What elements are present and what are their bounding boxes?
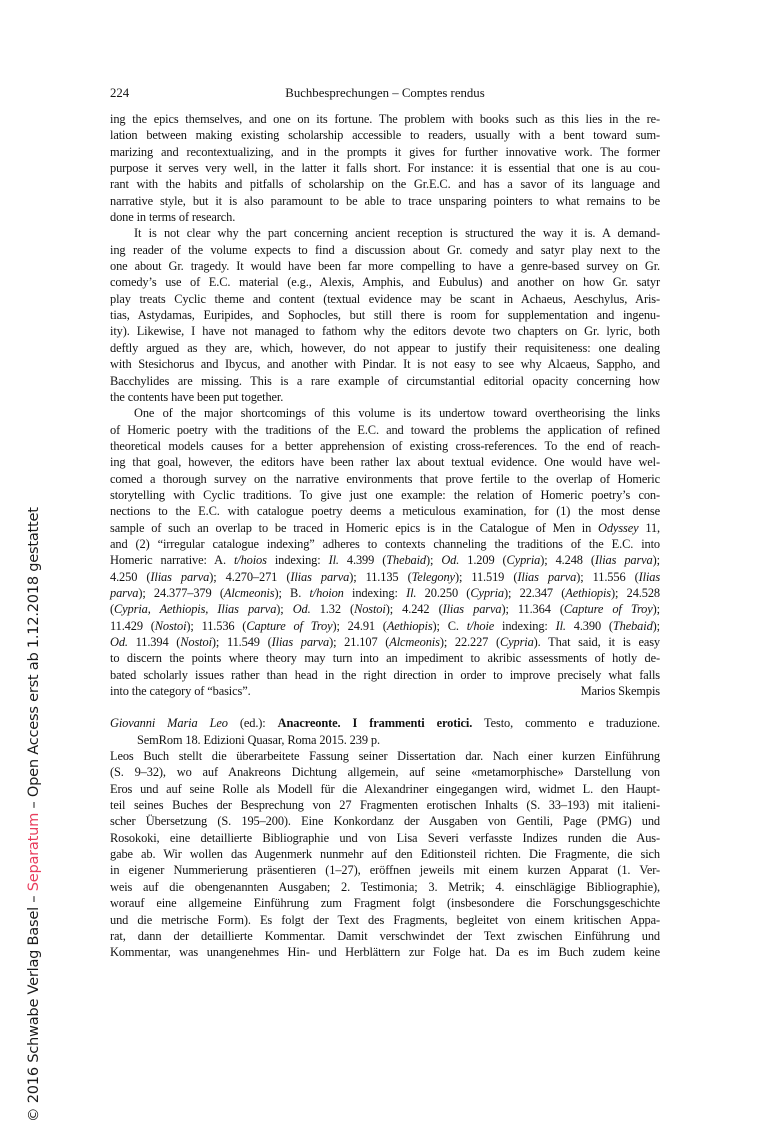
text-line: to discern the points where theory may turn into an impediment to akribic assessments of hotly de- bbox=[110, 651, 660, 666]
text-line: ing that goal, however, the editors have been rather lax about textual evidence. One would have wel- bbox=[110, 455, 660, 470]
text-line: comedy’s use of E.C. material (e.g., Alexis, Amphis, and Eubulus) and another on how Gr. satyr bbox=[110, 275, 660, 290]
text-line: weis auf die obengenannten Ausgaben; 2. Testimonia; 3. Metrik; 4. einschlägige Bibliographie), bbox=[110, 879, 660, 894]
text-segment: Il. bbox=[555, 618, 566, 633]
text-line: done in terms of research. bbox=[110, 210, 236, 225]
reviewer-signature: Marios Skempis bbox=[580, 684, 660, 699]
text-segment: Thebaid bbox=[612, 618, 653, 633]
text-line: tias, Astydamas, Euripides, and Sophocles, but still there is room for supplementation and ingenu- bbox=[110, 308, 660, 323]
text-body bbox=[110, 111, 660, 961]
text-segment: t/hoie bbox=[466, 618, 495, 633]
text-segment: Cypria bbox=[499, 635, 534, 649]
text-line: storytelling with Cyclic traditions. To give just one example: the relation of Homeric poetry’s con- bbox=[110, 487, 660, 502]
paragraph bbox=[110, 748, 660, 960]
running-head: Buchbesprechungen – Comptes rendus bbox=[285, 86, 485, 100]
text-line: rant with the habits and pitfalls of scholarship on the Gr.E.C. and has a savor of its language and bbox=[110, 177, 660, 192]
text-segment: Alcmeonis bbox=[223, 585, 275, 600]
text-line: deftly argued as they are, which, however, do not appear to justify their requisiteness: one dealing bbox=[110, 340, 660, 355]
text-segment: Telegony bbox=[411, 569, 455, 584]
text-line: comed a thorough survey on the narrative environments that prove fertile to the overlap of Homeric bbox=[110, 471, 660, 486]
text-segment: Cypria bbox=[506, 553, 541, 568]
text-line bbox=[110, 683, 660, 699]
text-line: Leos Buch stellt die überarbeitete Fassung seiner Dissertation dar. Nach einer kurzen Einführung bbox=[110, 749, 660, 764]
text-line: Bacchylides are missing. This is a rare example of circumstantial editorial opacity concerning how bbox=[110, 373, 660, 388]
text-segment: Ilias parva bbox=[150, 569, 210, 584]
text-line: scher Übersetzung (S. 195–200). Eine Konkordanz der Ausgaben von Gentili, Page (PMG) und bbox=[110, 814, 660, 829]
text-segment: Od. bbox=[292, 602, 311, 617]
separatum-label: Separatum bbox=[25, 812, 42, 892]
text-segment: Nostoi bbox=[180, 635, 212, 649]
paragraph bbox=[110, 405, 660, 699]
text-line: sample of such an overlap to be traced in Homeric epics is in the Catalogue of Men in Odyssey 11, bbox=[110, 520, 660, 535]
spine-copyright-strip bbox=[25, 507, 42, 1122]
text-line: parva); 24.377–379 (Alcmeonis); B. t/hoion indexing: Il. 20.250 (Cypria); 22.347 (Aethiopis); 24.528 bbox=[110, 585, 660, 600]
text-line: ing the epics themselves, and one on its fortune. The problem with books such as this lies in the re- bbox=[110, 112, 660, 126]
text-line: nections to the E.C. with catalogue poetry deems a meticulous examination, for (1) the most dense bbox=[110, 504, 660, 519]
text-line: purpose it serves very well, in the latter it falls short. For instance: it is essential that one is au cou- bbox=[110, 161, 660, 176]
text-line: Rosokoki, eine detaillierte Bibliographie und von Lisa Severi verfasste Indizes runden die Aus- bbox=[110, 830, 660, 845]
text-segment: Capture of Troy bbox=[246, 618, 333, 633]
text-segment: Capture of Troy bbox=[563, 602, 653, 617]
text-segment: Thebaid bbox=[386, 553, 426, 568]
text-segment: Ilias parva bbox=[290, 569, 350, 584]
text-segment: t/hoios bbox=[233, 553, 267, 568]
text-segment: parva bbox=[110, 585, 139, 600]
text-segment: Aethiopis bbox=[565, 585, 612, 600]
text-column bbox=[110, 86, 660, 961]
text-line: Kommentar, was unangenehmes Hin- und Herblättern zur Folge hat. Da es im Buch zudem keine bbox=[110, 945, 660, 960]
text-line: the contents have been put together. bbox=[110, 389, 284, 404]
text-line: It is not clear why the part concerning ancient reception is structured the way it is. A demand- bbox=[134, 226, 660, 241]
text-segment: Giovanni Maria Leo bbox=[110, 716, 228, 731]
text-segment: Il. bbox=[328, 553, 339, 568]
text-line: 4.250 (Ilias parva); 4.270–271 (Ilias parva); 11.135 (Telegony); 11.519 (Ilias parva); 11.556 (Ilias bbox=[110, 569, 661, 584]
text-segment: Il. bbox=[406, 585, 417, 600]
paragraph-end-text: into the category of “basics”. bbox=[110, 684, 251, 699]
open-access-text: – Open Access erst ab 1.12.2018 gestattet bbox=[25, 507, 42, 813]
text-segment: Ilias parva bbox=[517, 569, 577, 584]
text-line: and (2) “irregular catalogue indexing” adheres to contexts channeling the traditions of the E.C. into bbox=[110, 536, 660, 551]
text-line: lation between making existing scholarship accessible to readers, usually with a bent toward sum- bbox=[110, 128, 660, 143]
text-line: One of the major shortcomings of this volume is its undertow toward overtheorising the links bbox=[134, 406, 660, 421]
text-line: one about Gr. tragedy. It would have been far more compelling to have a genre-based survey on Gr. bbox=[110, 259, 660, 274]
text-line: ity). Likewise, I have not managed to fathom why the editors devote two chapters on Gr. lyric, both bbox=[110, 324, 660, 339]
page-header bbox=[110, 86, 660, 103]
text-segment: Ilias parva bbox=[271, 635, 330, 649]
text-line: gabe ab. Wir wollen das Augenmerk nunmehr auf den Editionsteil richten. Die Fragmente, die sich bbox=[110, 847, 660, 862]
text-line: bated scholarly issues rather than head in the right direction in order to improve precisely what falls bbox=[110, 667, 660, 682]
text-line: worauf eine allgemeine Einführung zum Fragment folgt (insbesondere die Forschungsgeschichte bbox=[110, 896, 660, 911]
paragraph bbox=[110, 225, 660, 405]
text-line: (Cypria, Aethiopis, Ilias parva); Od. 1.32 (Nostoi); 4.242 (Ilias parva); 11.364 (Capture of Troy); bbox=[110, 602, 660, 617]
text-segment: Cypria, Aethiopis, Ilias parva bbox=[114, 602, 277, 617]
text-line: with Stesichorus and Ibycus, and another with Pindar. It is not easy to see why Alcaeus, Sappho, and bbox=[110, 357, 660, 372]
text-line: SemRom 18. Edizioni Quasar, Roma 2015. 239 p. bbox=[137, 732, 380, 747]
text-line: teil seines Buches der Besprechung von 27 Fragmenten erotischen Inhalts (S. 33–193) mit italieni- bbox=[110, 798, 660, 813]
text-line: marizing and recontextualizing, and in the prompts it gives for further innovative work. The former bbox=[110, 144, 660, 159]
text-segment: Aethiopis bbox=[386, 618, 433, 633]
text-segment: Ilias parva bbox=[442, 602, 502, 617]
text-line: Homeric narrative: A. t/hoios indexing: Il. 4.399 (Thebaid); Od. 1.209 (Cypria); 4.248 (Ilias parva); bbox=[110, 553, 660, 568]
text-line: Eros und auf seine Rolle als Modell für die Alexandriner eingegangen wird, widmet L. den Haupt- bbox=[110, 781, 660, 796]
text-segment: Odyssey bbox=[598, 520, 639, 535]
page-number: 224 bbox=[110, 86, 130, 100]
text-segment: t/hoion bbox=[309, 585, 344, 600]
text-segment: Ilias parva bbox=[594, 553, 653, 568]
copyright-text: © 2016 Schwabe Verlag Basel – bbox=[25, 891, 42, 1122]
text-line: narrative style, but it is also paramount to be able to trace unsparing pointers to what remains to be bbox=[110, 193, 660, 208]
text-line: Od. 11.394 (Nostoi); 11.549 (Ilias parva); 21.107 (Alcmeonis); 22.227 (Cypria). That said, it is easy bbox=[110, 635, 660, 649]
text-segment: Nostoi bbox=[154, 618, 187, 633]
text-line: Giovanni Maria Leo (ed.): Anacreonte. I frammenti erotici. Testo, commento e traduzione. bbox=[110, 716, 660, 731]
text-segment: Alcmeonis bbox=[389, 635, 440, 649]
text-line: 11.429 (Nostoi); 11.536 (Capture of Troy); 24.91 (Aethiopis); C. t/hoie indexing: Il. 4.390 (Thebaid); bbox=[110, 618, 660, 633]
text-line: play treats Cyclic theme and content (textual evidence may be scant in Achaeus, Aeschylus, Aris- bbox=[110, 291, 660, 306]
text-line: und die metrische Form). Es folgt der Text des Fragments, begleitet von einem kritischen Appa- bbox=[110, 912, 660, 927]
text-line: ing reader of the volume expects to find a discussion about Gr. comedy and satyr play next to the bbox=[110, 242, 660, 257]
text-line: (S. 9–32), wo auf Anakreons Dichtung allgemein, auf seine «metamorphische» Darstellung von bbox=[110, 765, 660, 780]
review-heading bbox=[110, 715, 660, 748]
text-line: of Homeric poetry with the traditions of the E.C. and toward the problems the application of refined bbox=[110, 422, 660, 437]
text-segment: Ilias bbox=[638, 569, 661, 584]
text-segment: Nostoi bbox=[354, 602, 386, 617]
paragraph bbox=[110, 111, 660, 225]
text-segment: Cypria bbox=[470, 585, 505, 600]
text-line: in eigener Nummerierung präsentieren (1–27), eröffnen jeweils mit einem kurzen Apparat (1. Ver- bbox=[110, 863, 660, 878]
text-segment: Od. bbox=[441, 553, 460, 568]
text-segment: Od. bbox=[110, 635, 128, 649]
text-line: theoretical models causes for a better apprehension of existing cross-references. To the end of reach- bbox=[110, 438, 660, 453]
text-segment: Anacreonte. I frammenti erotici. bbox=[277, 716, 473, 731]
text-line: rat, dann der detaillierte Kommentar. Damit verschwindet der Text zwischen Einführung und bbox=[110, 928, 660, 943]
